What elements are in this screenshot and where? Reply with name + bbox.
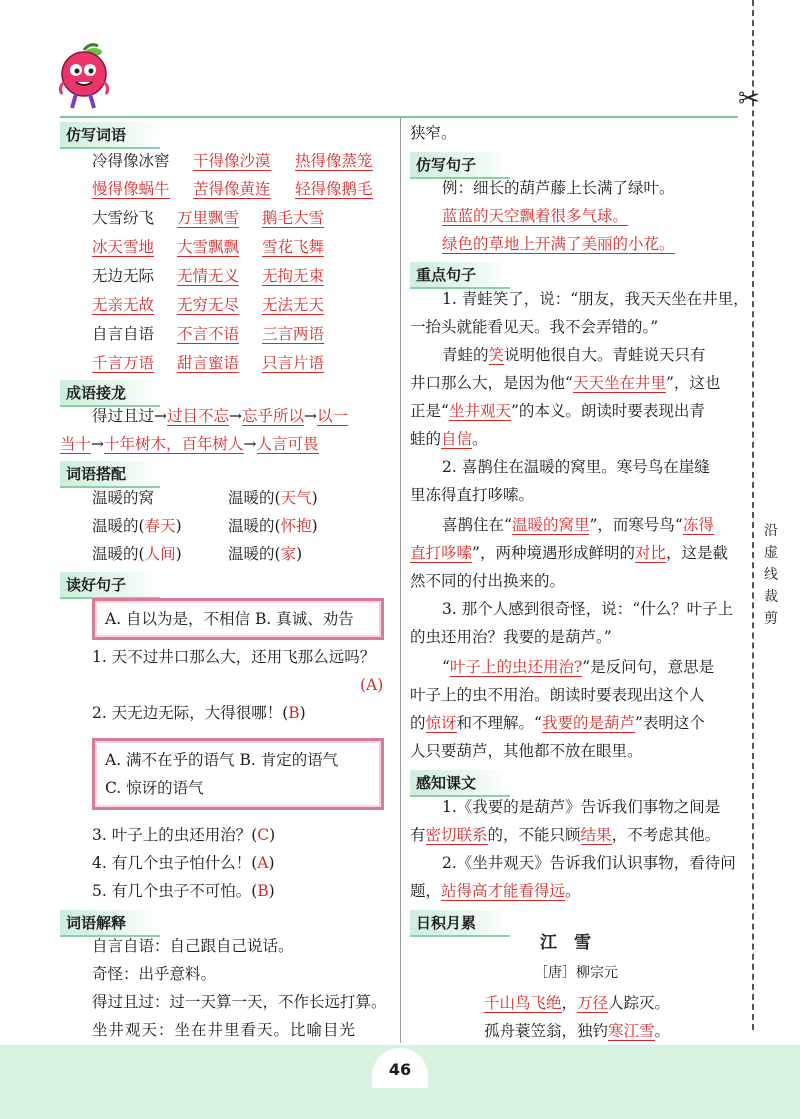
chengyu-line-1 <box>92 405 348 427</box>
sentence-line: 2. 喜鹊住在温暖的窝里。寒号鸟在崖缝 <box>442 458 710 476</box>
section-title-zhongdian-juzi: 重点句子 <box>410 262 510 289</box>
answer-q4: A <box>257 854 269 872</box>
dapei-item: 温暖的(人间) <box>92 545 182 563</box>
arrow-icon: → <box>229 407 243 425</box>
kewen-line: 2.《坐井观天》告诉我们认识事物，看待问 <box>442 854 736 872</box>
question-2: 2. 天无边无际，大得很哪！(B) <box>92 704 306 722</box>
answer-word: 无法无天 <box>262 296 325 314</box>
answer-chengyu: 过目不忘 <box>167 407 230 425</box>
explanation-line: 自言自语：自己跟自己说话。 <box>92 937 294 955</box>
option-box-2 <box>92 738 384 810</box>
answer-q5: B <box>257 882 269 900</box>
section-title-duhao-juzi: 读好句子 <box>60 572 160 599</box>
answer-word: 只言片语 <box>262 354 325 372</box>
option-box-1 <box>92 598 384 640</box>
section-title-ciyu-jieshi: 词语解释 <box>60 910 160 937</box>
cut-line <box>752 0 754 1030</box>
answer-chengyu: 以一 <box>317 407 349 425</box>
example-sentence: 例：细长的葫芦藤上长满了绿叶。 <box>442 179 675 197</box>
analysis-line: 蛙的自信。 <box>410 430 488 448</box>
answer-word: 无拘无束 <box>262 267 325 285</box>
analysis-line: 的惊讶和不理解。“我要的是葫芦”表明这个 <box>410 714 705 732</box>
kewen-line: 有密切联系的，不能只顾结果，不考虑其他。 <box>410 826 721 844</box>
chengyu-start: 得过且过 <box>92 407 155 425</box>
sentence-line: 一抬头就能看见天。我不会弄错的。” <box>410 318 659 336</box>
answer-word: 热得像蒸笼 <box>295 152 373 170</box>
answer-word: 天气 <box>280 489 312 507</box>
analysis-line: 然不同的付出换来的。 <box>410 572 566 590</box>
word-example: 冷得像冰窖 <box>92 152 170 170</box>
answer-word: 冰天雪地 <box>92 238 155 256</box>
answer-chengyu: 当十 <box>60 435 92 453</box>
dapei-item: 温暖的(春天) <box>92 517 182 535</box>
answer-word: 万里飘雪 <box>177 209 240 227</box>
scissors-icon: ✂ <box>738 84 760 114</box>
analysis-line: 直打哆嗦”，两种境遇形成鲜明的对比，这是截 <box>410 544 728 562</box>
answer-q3: C <box>257 826 270 844</box>
question-5: 5. 有几个虫子不可怕。(B) <box>92 882 275 900</box>
section-title-fangxie-ciyu: 仿写词语 <box>60 122 160 149</box>
cut-label: 沿 虚 线 裁 剪 <box>764 523 778 627</box>
answer-word: 鹅毛大雪 <box>262 209 325 227</box>
poem-line-2: 孤舟蓑笠翁，独钓寒江雪。 <box>484 1022 671 1040</box>
continued-text: 狭窄。 <box>410 124 457 142</box>
dapei-item: 温暖的窝 <box>92 489 155 507</box>
answer-word: 无穷无尽 <box>177 296 240 314</box>
sentence-line: 里冻得直打哆嗦。 <box>410 486 535 504</box>
poem-author: ［唐］柳宗元 <box>534 965 618 981</box>
answer-word: 春天 <box>144 517 176 535</box>
page-number: 46 <box>372 1048 428 1088</box>
answer-word: 无情无义 <box>177 267 240 285</box>
analysis-line: “叶子上的虫还用治?”是反问句，意思是 <box>442 658 715 676</box>
answer-word: 雪花飞舞 <box>262 238 325 256</box>
arrow-icon: → <box>154 407 168 425</box>
answer-word: 慢得像蜗牛 <box>92 180 170 198</box>
dapei-item: 温暖的(天气) <box>228 489 318 507</box>
explanation-line: 奇怪：出乎意料。 <box>92 965 217 983</box>
analysis-line: 喜鹊住在“温暖的窝里”，而寒号鸟“冻得 <box>442 516 714 534</box>
answer-word: 大雪飘飘 <box>177 238 240 256</box>
answer-word: 怀抱 <box>280 517 312 535</box>
arrow-icon: → <box>91 435 105 453</box>
chengyu-line-2 <box>60 433 319 455</box>
answer-word: 轻得像鹅毛 <box>295 180 373 198</box>
analysis-line: 正是“坐井观天”的本义。朗读时要表现出青 <box>410 402 705 420</box>
arrow-icon: → <box>243 435 257 453</box>
dapei-item: 温暖的(怀抱) <box>228 517 318 535</box>
section-title-chengyu-jielong: 成语接龙 <box>60 380 160 407</box>
option-text: C. 惊讶的语气 <box>105 779 204 797</box>
analysis-line: 青蛙的笑说明他很自大。青蛙说天只有 <box>442 346 706 364</box>
answer-word: 人间 <box>144 545 176 563</box>
option-text: A. 自以为是，不相信 B. 真诚、劝告 <box>105 610 354 628</box>
answer-chengyu: 忘乎所以 <box>242 407 305 425</box>
dapei-item: 温暖的(家) <box>228 545 303 563</box>
answer-q1: (A) <box>360 676 384 694</box>
section-title-ganzhi-kewen: 感知课文 <box>410 770 510 797</box>
section-title-ciyu-dapei: 词语搭配 <box>60 461 160 488</box>
answer-word: 甜言蜜语 <box>177 354 240 372</box>
question-4: 4. 有几个虫子怕什么！(A) <box>92 854 275 872</box>
answer-word: 三言两语 <box>262 325 325 343</box>
header-rule <box>60 116 738 118</box>
explanation-line: 得过且过：过一天算一天，不作长远打算。 <box>92 993 387 1011</box>
answer-word: 不言不语 <box>177 325 240 343</box>
answer-q2: B <box>288 704 300 722</box>
kewen-line: 题，站得高才能看得远。 <box>410 882 581 900</box>
column-divider <box>400 118 401 1043</box>
answer-word: 苦得像黄连 <box>193 180 271 198</box>
answer-chengyu: 人言可畏 <box>256 435 319 453</box>
analysis-line: 叶子上的虫不用治。朗读时要表现出这个人 <box>410 686 705 704</box>
analysis-line: 人只要葫芦，其他都不放在眼里。 <box>410 742 643 760</box>
sentence-line: 的虫还用治？我要的是葫芦。” <box>410 628 612 646</box>
option-text: A. 满不在乎的语气 B. 肯定的语气 <box>105 751 339 769</box>
poem-title: 江 雪 <box>540 933 591 953</box>
question-1: 1. 天不过井口那么大，还用飞那么远吗？ <box>92 648 376 666</box>
explanation-line: 坐井观天：坐在井里看天。比喻目光 <box>92 1021 357 1039</box>
answer-word: 干得像沙漠 <box>193 152 271 170</box>
poem-line-1: 千山鸟飞绝，万径人踪灭。 <box>484 994 671 1012</box>
analysis-line: 井口那么大，是因为他“天天坐在井里”，这也 <box>410 374 721 392</box>
answer-word: 无亲无故 <box>92 296 155 314</box>
word-example: 自言自语 <box>92 325 155 343</box>
word-example: 大雪纷飞 <box>92 209 155 227</box>
answer-word: 家 <box>280 545 297 563</box>
kewen-line: 1.《我要的是葫芦》告诉我们事物之间是 <box>442 798 721 816</box>
word-example: 无边无际 <box>92 267 155 285</box>
answer-sentence: 蓝蓝的天空飘着很多气球。 <box>442 207 629 225</box>
sentence-line: 3. 那个人感到很奇怪，说：“什么？叶子上 <box>442 600 734 618</box>
answer-sentence: 绿色的草地上开满了美丽的小花。 <box>442 235 675 253</box>
question-3: 3. 叶子上的虫还用治？(C) <box>92 826 276 844</box>
section-title-riji-yuelei: 日积月累 <box>410 910 510 937</box>
sentence-line: 1. 青蛙笑了，说：“朋友，我天天坐在井里， <box>442 290 749 308</box>
arrow-icon: → <box>304 407 318 425</box>
answer-word: 千言万语 <box>92 354 155 372</box>
apple-mascot-icon <box>54 42 114 112</box>
answer-chengyu: 十年树木，百年树人 <box>104 435 244 453</box>
section-title-fangxie-juzi: 仿写句子 <box>410 152 510 179</box>
